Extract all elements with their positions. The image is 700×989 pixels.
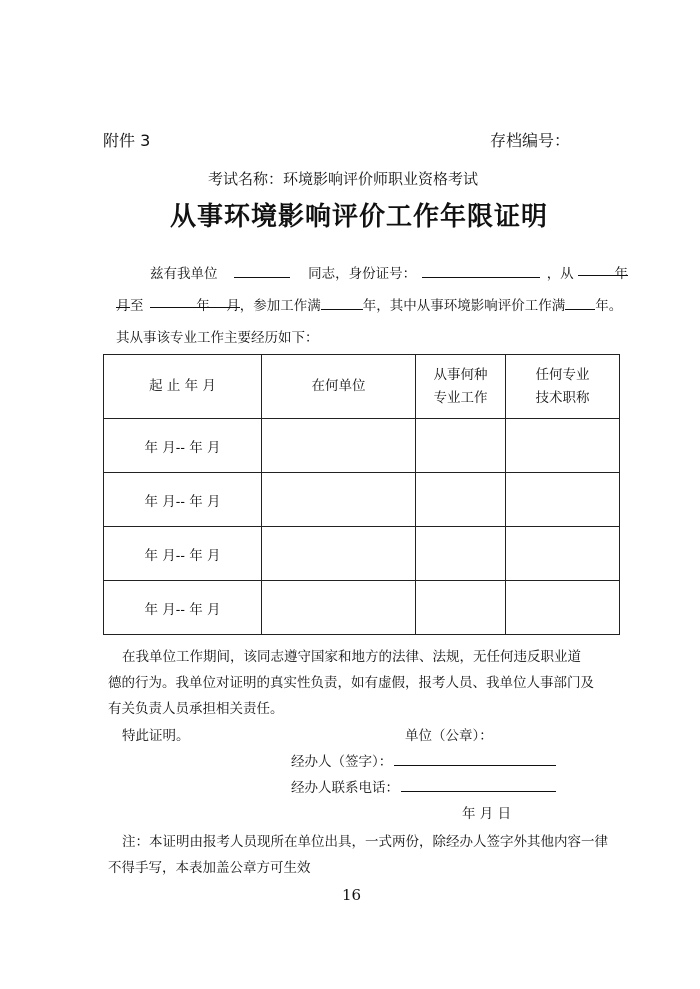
row-title-cell[interactable] — [506, 473, 620, 527]
archive-number-label: 存档编号： — [490, 131, 571, 150]
handler-signature-line — [394, 751, 556, 766]
table-row — [104, 527, 620, 581]
header-period: 起 止 年 月 — [104, 355, 262, 419]
header-title — [506, 355, 620, 419]
row-period: 年 月-- 年 月 — [104, 419, 262, 473]
table-row — [104, 581, 620, 635]
id-label: 同志，身份证号： — [308, 266, 417, 282]
note-text-a: 注：本证明由报考人员现所在单位出具，一式两份， — [122, 834, 433, 850]
row-unit-cell[interactable] — [262, 419, 416, 473]
note-line-1 — [122, 830, 608, 850]
end-month-blank — [210, 294, 240, 314]
row-work-cell[interactable] — [416, 527, 506, 581]
end-month-unit: 月 — [226, 298, 240, 314]
years-end-label: 年。 — [595, 298, 623, 314]
header-unit: 在何单位 — [262, 355, 416, 419]
unit-seal-label: 单位（公章）： — [405, 728, 493, 744]
handler-phone-label: 经办人联系电话： — [291, 780, 399, 796]
note-line-2 — [108, 856, 311, 876]
appendix-label: 附件 3 — [103, 131, 151, 150]
row-period: 年 月-- 年 月 — [104, 473, 262, 527]
header-work-line1: 从事何种 — [433, 366, 488, 383]
note-text-c: 不得手写， — [108, 860, 176, 876]
row-period: 年 月-- 年 月 — [104, 581, 262, 635]
body-line-2 — [116, 294, 622, 314]
end-year-unit: 年 — [196, 298, 210, 314]
date-line: 年 月 日 — [462, 806, 512, 822]
handler-label: 经办人（签字）： — [291, 754, 393, 770]
statement-line-1: 在我单位工作期间，该同志遵守国家和地方的法律、法规，无任何违反职业道 — [122, 649, 581, 665]
total-years-blank — [321, 296, 363, 310]
row-unit-cell[interactable] — [262, 527, 416, 581]
intro-text: 兹有我单位 — [150, 266, 218, 282]
handler-phone-line — [401, 777, 556, 792]
table-header-row — [104, 355, 620, 419]
table-row — [104, 419, 620, 473]
from-label: ，从 — [546, 266, 574, 282]
row-work-cell[interactable] — [416, 473, 506, 527]
note-text-b: 除经办人签字外其他内容一律 — [432, 834, 608, 850]
experience-intro: 其从事该专业工作主要经历如下： — [116, 330, 319, 346]
statement-line-3: 有关负责人员承担相关责任。 — [108, 701, 284, 717]
row-work-cell[interactable] — [416, 581, 506, 635]
row-title-cell[interactable] — [506, 581, 620, 635]
start-month-unit: 月 — [116, 298, 130, 314]
row-unit-cell[interactable] — [262, 581, 416, 635]
page-number: 16 — [342, 886, 362, 904]
row-title-cell[interactable] — [506, 419, 620, 473]
end-year-blank — [150, 294, 210, 314]
header-work — [416, 355, 506, 419]
experience-table — [103, 354, 620, 635]
join-label: ，参加工作满 — [239, 298, 321, 314]
start-year-unit: 年 — [614, 266, 628, 282]
document-title: 从事环境影响评价工作年限证明 — [170, 202, 549, 232]
row-period: 年 月-- 年 月 — [104, 527, 262, 581]
header-title-line1: 任何专业 — [535, 366, 590, 383]
name-blank — [234, 264, 290, 278]
body-line-1 — [150, 262, 628, 282]
start-year-blank — [578, 262, 628, 282]
handler-signature — [291, 750, 556, 770]
id-number-blank — [422, 264, 540, 278]
row-unit-cell[interactable] — [262, 473, 416, 527]
row-title-cell[interactable] — [506, 527, 620, 581]
exam-name: 考试名称：环境影响评价师职业资格考试 — [208, 170, 479, 188]
handler-phone — [291, 776, 556, 796]
certification-text: 特此证明。 — [122, 728, 190, 744]
table-row — [104, 473, 620, 527]
statement-line-2: 德的行为。我单位对证明的真实性负责，如有虚假，报考人员、我单位人事部门及 — [108, 675, 594, 691]
row-work-cell[interactable] — [416, 419, 506, 473]
note-text-d: 本表加盖公章方可生效 — [175, 860, 311, 876]
header-title-line2: 技术职称 — [535, 389, 590, 406]
header-work-line2: 专业工作 — [433, 389, 488, 406]
eia-years-blank — [565, 296, 595, 310]
eia-years-label: 年，其中从事环境影响评价工作满 — [362, 298, 566, 314]
to-label: 至 — [130, 298, 144, 314]
start-month-blank — [116, 294, 130, 314]
